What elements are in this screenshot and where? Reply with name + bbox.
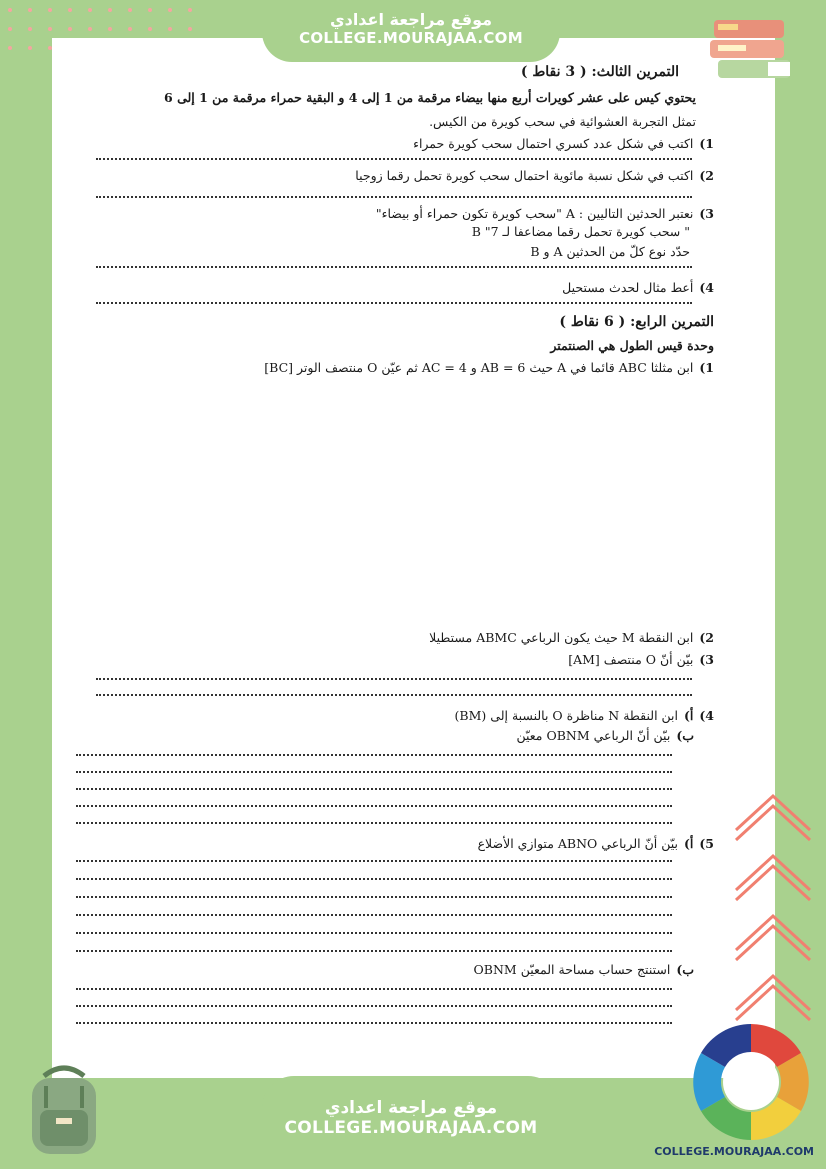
- question-text: بيّن أنّ الرباعي ABNO متوازي الأضلاع: [477, 836, 678, 851]
- ex3-question-3: [376, 206, 714, 221]
- answer-line[interactable]: [76, 754, 672, 756]
- question-text: ابن مثلثا ABC قائما في A حيث AB = 6 و AC = 4 ثم عيّن O منتصف الوتر [BC]: [264, 360, 694, 375]
- ex3-intro-1: يحتوي كيس على عشر كويرات أربع منها بيضاء مرقمة من 1 إلى 4 و البقية حمراء مرقمة من 1 إلى 6: [164, 90, 696, 105]
- question-number: 1): [699, 136, 714, 151]
- footer-site-name: موقع مراجعة اعدادي: [324, 1098, 498, 1118]
- answer-line[interactable]: [96, 196, 692, 198]
- question-text: بيّن أنّ O منتصف [AM]: [568, 652, 694, 667]
- question-number: 2): [699, 630, 714, 645]
- header-site-url[interactable]: COLLEGE.MOURAJAA.COM: [299, 29, 523, 47]
- question-number: 4): [699, 708, 714, 723]
- question-number: 4): [699, 280, 714, 295]
- answer-line[interactable]: [76, 1005, 672, 1007]
- answer-line[interactable]: [76, 788, 672, 790]
- ex3-title: التمرين الثالث: ( 3 نقاط ): [520, 64, 679, 80]
- answer-line[interactable]: [76, 771, 672, 773]
- chevron-up-icon: [728, 790, 818, 1030]
- question-text: ابن النقطة N مناظرة O بالنسبة إلى (BM): [454, 708, 678, 723]
- answer-line[interactable]: [96, 302, 692, 304]
- question-text: اكتب في شكل نسبة مائوية احتمال سحب كويرة تحمل رقما زوجيا: [355, 168, 694, 183]
- ex4-title: التمرين الرابع: ( 6 نقاط ): [559, 314, 714, 330]
- subquestion-label: ب): [676, 962, 694, 977]
- question-number: 5): [699, 836, 714, 851]
- subquestion-label: أ): [683, 708, 694, 723]
- answer-line[interactable]: [76, 1022, 672, 1024]
- answer-line[interactable]: [96, 266, 692, 268]
- logo-text: COLLEGE.MOURAJAA.COM: [654, 1145, 814, 1158]
- answer-line[interactable]: [96, 694, 692, 696]
- question-text: ابن النقطة M حيث يكون الرباعي ABMC مستطيلا: [429, 630, 694, 645]
- answer-line[interactable]: [76, 914, 672, 916]
- question-number: 3): [699, 652, 714, 667]
- answer-line[interactable]: [76, 822, 672, 824]
- ex3-question-3-task: حدّد نوع كلّ من الحدثين A و B: [530, 244, 690, 259]
- question-number: 3): [699, 206, 714, 221]
- answer-line[interactable]: [76, 896, 672, 898]
- answer-line[interactable]: [96, 678, 692, 680]
- answer-line[interactable]: [76, 878, 672, 880]
- site-logo-icon: [686, 1020, 816, 1160]
- footer-site-url[interactable]: COLLEGE.MOURAJAA.COM: [284, 1118, 538, 1138]
- backpack-icon: [14, 1058, 114, 1158]
- ex3-question-4: [562, 280, 714, 295]
- answer-line[interactable]: [76, 950, 672, 952]
- subquestion-label: ب): [676, 728, 694, 743]
- question-text: اكتب في شكل عدد كسري احتمال سحب كويرة حمراء: [413, 136, 694, 151]
- answer-line[interactable]: [76, 805, 672, 807]
- ex4-question-4a: [455, 708, 714, 723]
- question-text: استنتج حساب مساحة المعيّن OBNM: [473, 962, 671, 977]
- answer-line[interactable]: [76, 860, 672, 862]
- ex4-question-1: [264, 360, 714, 375]
- question-text: نعتبر الحدثين التاليين : A "سحب كويرة تكون حمراء أو بيضاء": [375, 206, 694, 221]
- question-number: 2): [699, 168, 714, 183]
- ex3-question-1: [413, 136, 714, 151]
- question-text: بيّن أنّ الرباعي OBNM معيّن: [516, 728, 671, 743]
- answer-line[interactable]: [76, 988, 672, 990]
- answer-line[interactable]: [76, 932, 672, 934]
- header-banner: [262, 0, 560, 62]
- ex3-question-3-event-b: B "سحب كويرة تحمل رقما مضاعفا لـ 7 ": [471, 224, 690, 239]
- question-number: 1): [699, 360, 714, 375]
- ex4-question-4b: [516, 728, 694, 743]
- ex3-question-2: [355, 168, 714, 183]
- header-site-name: موقع مراجعة اعدادي: [329, 10, 493, 29]
- ex4-question-2: [429, 630, 714, 645]
- subquestion-label: أ): [683, 836, 694, 851]
- books-icon: [708, 12, 798, 92]
- ex4-question-5a: [478, 836, 714, 851]
- question-text: أعط مثال لحدث مستحيل: [562, 280, 694, 295]
- answer-line[interactable]: [96, 158, 692, 160]
- ex4-question-5b: [474, 962, 694, 977]
- exam-sheet: [52, 38, 775, 1078]
- footer-banner: [262, 1076, 560, 1169]
- ex4-unit: وحدة قيس الطول هي الصنتمتر: [550, 338, 714, 353]
- ex4-question-3: [568, 652, 714, 667]
- ex3-intro-2: تمثل التجربة العشوائية في سحب كويرة من الكيس.: [429, 114, 696, 129]
